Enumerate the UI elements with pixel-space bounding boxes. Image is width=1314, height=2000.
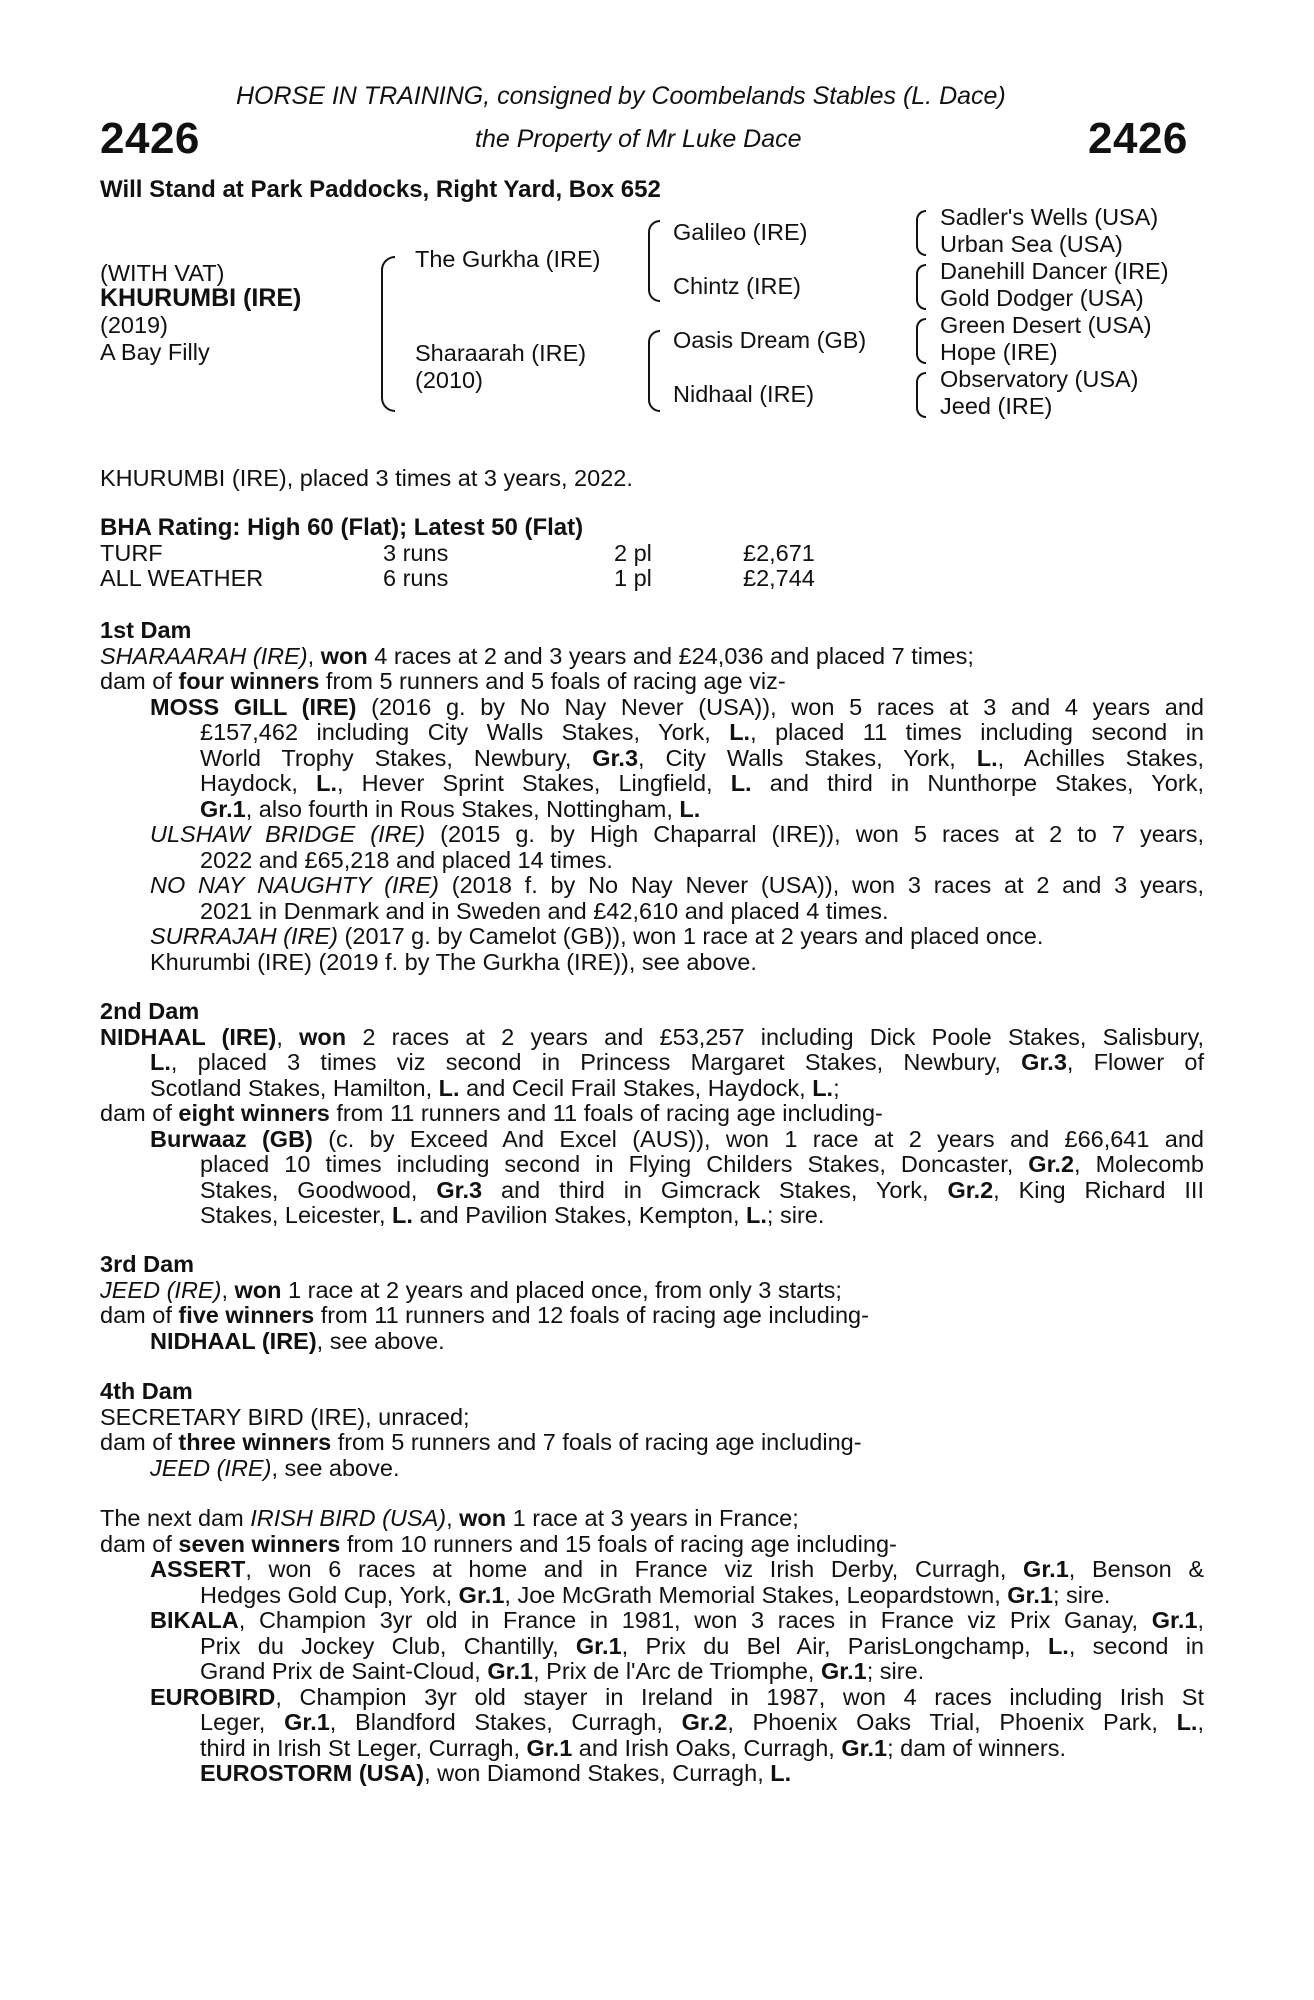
text-line: 2021 in Denmark and in Sweden and £42,610 and placed 4 times. (200, 897, 889, 924)
text-line: 2022 and £65,218 and placed 14 times. (200, 846, 613, 873)
progeny-nidhaal: NIDHAAL (IRE), see above. (150, 1327, 445, 1354)
dam-produce-line: dam of seven winners from 10 runners and 15 foals of racing age including- (100, 1530, 897, 1557)
text-line: World Trophy Stakes, Newbury, Gr.3, City Walls Stakes, York, L., Achilles Stakes, (200, 744, 1205, 771)
progeny-surrajah: SURRAJAH (IRE) (2017 g. by Camelot (GB)), won 1 race at 2 years and placed once. (150, 923, 1044, 949)
stats-surface: ALL WEATHER (100, 565, 264, 591)
pedigree-gg1: Sadler's Wells (USA) (940, 204, 1159, 230)
vat-note: (WITH VAT) (100, 260, 225, 286)
dam-line: NIDHAAL (IRE), won 2 races at 2 years and £53,257 including Dick Poole Stakes, Salisbury, (100, 1023, 1205, 1050)
section-heading: 4th Dam (100, 1378, 193, 1404)
dam-produce-line: dam of eight winners from 11 runners and 11 foals of racing age including- (100, 1100, 883, 1126)
stats-placed: 2 pl (614, 540, 652, 566)
dam-line: SECRETARY BIRD (IRE), unraced; (100, 1403, 470, 1430)
progeny-jeed: JEED (IRE), see above. (150, 1454, 400, 1481)
text-line: Stakes, Leicester, L. and Pavilion Stakes, Kempton, L.; sire. (200, 1202, 825, 1228)
pedigree-brace-sire (648, 220, 660, 302)
text-line: Gr.1, also fourth in Rous Stakes, Nottingham, L. (200, 795, 701, 822)
lot-number-right: 2426 (1088, 114, 1188, 163)
section-third-dam (100, 1252, 1204, 1354)
text-line: Hedges Gold Cup, York, Gr.1, Joe McGrath Memorial Stakes, Leopardstown, Gr.1; sire. (200, 1581, 1111, 1608)
stats-surface: TURF (100, 540, 163, 566)
pedigree-gg4: Gold Dodger (USA) (940, 285, 1144, 311)
progeny-khurumbi: Khurumbi (IRE) (2019 f. by The Gurkha (IRE)), see above. (150, 948, 757, 975)
pedigree-gg7: Observatory (USA) (940, 366, 1139, 392)
text-line: Haydock, L., Hever Sprint Stakes, Lingfield, L. and third in Nunthorpe Stakes, York, (200, 770, 1204, 796)
section-heading: 3rd Dam (100, 1251, 195, 1277)
section-heading: 2nd Dam (100, 998, 200, 1024)
pedigree-brace-g4 (916, 372, 926, 418)
pedigree-sire-dam: Chintz (IRE) (673, 273, 801, 299)
pedigree-sire-sire: Galileo (IRE) (673, 219, 808, 245)
progeny-no-nay-naughty: NO NAY NAUGHTY (IRE) (2018 f. by No Nay Never (USA)), won 3 races at 2 and 3 years, (150, 872, 1204, 898)
progeny-eurostorm: EUROSTORM (USA), won Diamond Stakes, Curragh, L. (200, 1760, 792, 1786)
pedigree-sire: The Gurkha (IRE) (415, 246, 601, 272)
pedigree-brace-main (381, 256, 395, 412)
dam-produce-line: dam of four winners from 5 runners and 5 foals of racing age viz- (100, 668, 786, 694)
pedigree-gg3: Danehill Dancer (IRE) (940, 258, 1169, 284)
stats-row-turf (100, 541, 900, 567)
race-summary: KHURUMBI (IRE), placed 3 times at 3 years, 2022. (100, 465, 633, 491)
text-line: Grand Prix de Saint-Cloud, Gr.1, Prix de l'Arc de Triomphe, Gr.1; sire. (200, 1658, 925, 1684)
dam-line: SHARAARAH (IRE), won 4 races at 2 and 3 years and £24,036 and placed 7 times; (100, 642, 974, 669)
text-line: Scotland Stakes, Hamilton, L. and Cecil Frail Stakes, Haydock, L.; (150, 1074, 840, 1101)
pedigree-gg5: Green Desert (USA) (940, 312, 1152, 338)
stats-runs: 6 runs (383, 565, 449, 591)
property-line: the Property of Mr Luke Dace (475, 125, 802, 153)
pedigree-brace-g3 (916, 318, 926, 364)
pedigree-brace-dam (648, 330, 660, 412)
progeny-eurobird: EUROBIRD, Champion 3yr old stayer in Ireland in 1987, won 4 races including Irish St (150, 1683, 1204, 1710)
horse-description: A Bay Filly (100, 339, 210, 365)
pedigree-dam: Sharaarah (IRE) (415, 340, 587, 366)
stats-placed: 1 pl (614, 565, 652, 591)
stand-location: Will Stand at Park Paddocks, Right Yard, Box 652 (100, 176, 661, 203)
pedigree-gg2: Urban Sea (USA) (940, 231, 1123, 257)
bha-rating: BHA Rating: High 60 (Flat); Latest 50 (Flat) (100, 514, 584, 541)
consignor-line: HORSE IN TRAINING, consigned by Coombelands Stables (L. Dace) (236, 82, 1006, 110)
section-fourth-dam (100, 1379, 1204, 1481)
section-heading: 1st Dam (100, 617, 192, 643)
pedigree-gg8: Jeed (IRE) (940, 393, 1053, 419)
lot-number-left: 2426 (100, 114, 200, 163)
dam-line: The next dam IRISH BIRD (USA), won 1 race at 3 years in France; (100, 1505, 799, 1531)
text-line: Stakes, Goodwood, Gr.3 and third in Gimcrack Stakes, York, Gr.2, King Richard III (200, 1176, 1204, 1203)
dam-line: JEED (IRE), won 1 race at 2 years and placed once, from only 3 starts; (100, 1276, 842, 1303)
progeny-assert: ASSERT, won 6 races at home and in France viz Irish Derby, Curragh, Gr.1, Benson & (150, 1556, 1204, 1582)
stats-row-all-weather (100, 566, 900, 592)
stats-runs: 3 runs (383, 540, 449, 566)
text-line: Prix du Jockey Club, Chantilly, Gr.1, Prix du Bel Air, ParisLongchamp, L., second in (200, 1632, 1204, 1659)
pedigree-dam-year: (2010) (415, 367, 483, 393)
progeny-bikala: BIKALA, Champion 3yr old in France in 1981, won 3 races in France viz Prix Ganay, Gr.1, (150, 1607, 1204, 1633)
horse-name: KHURUMBI (IRE) (100, 284, 302, 312)
horse-year: (2019) (100, 312, 168, 338)
text-line: L., placed 3 times viz second in Princess Margaret Stakes, Newbury, Gr.3, Flower of (150, 1049, 1204, 1075)
pedigree-dam-sire: Oasis Dream (GB) (673, 327, 867, 353)
section-next-dam (100, 1506, 1204, 1787)
pedigree-dam-dam: Nidhaal (IRE) (673, 381, 815, 407)
text-line: Leger, Gr.1, Blandford Stakes, Curragh, Gr.2, Phoenix Oaks Trial, Phoenix Park, L., (200, 1709, 1204, 1735)
pedigree-gg6: Hope (IRE) (940, 339, 1058, 365)
text-line: placed 10 times including second in Flying Childers Stakes, Doncaster, Gr.2, Molecomb (200, 1151, 1204, 1177)
text-line: £157,462 including City Walls Stakes, York, L., placed 11 times including second in (200, 719, 1204, 745)
section-first-dam (100, 618, 1204, 975)
section-second-dam (100, 999, 1204, 1229)
dam-produce-line: dam of five winners from 11 runners and 12 foals of racing age including- (100, 1302, 869, 1328)
progeny-ulshaw-bridge: ULSHAW BRIDGE (IRE) (2015 g. by High Chaparral (IRE)), won 5 races at 2 to 7 years, (150, 821, 1204, 847)
stats-prize: £2,744 (743, 565, 815, 591)
progeny-moss-gill: MOSS GILL (IRE) (2016 g. by No Nay Never (USA)), won 5 races at 3 and 4 years and (150, 693, 1204, 720)
progeny-burwaaz: Burwaaz (GB) (c. by Exceed And Excel (AUS)), won 1 race at 2 years and £66,641 and (150, 1125, 1204, 1152)
dam-produce-line: dam of three winners from 5 runners and 7 foals of racing age including- (100, 1429, 862, 1455)
pedigree-brace-g1 (916, 210, 926, 256)
pedigree-brace-g2 (916, 264, 926, 310)
text-line: third in Irish St Leger, Curragh, Gr.1 and Irish Oaks, Curragh, Gr.1; dam of winners. (200, 1734, 1067, 1761)
stats-prize: £2,671 (743, 540, 815, 566)
